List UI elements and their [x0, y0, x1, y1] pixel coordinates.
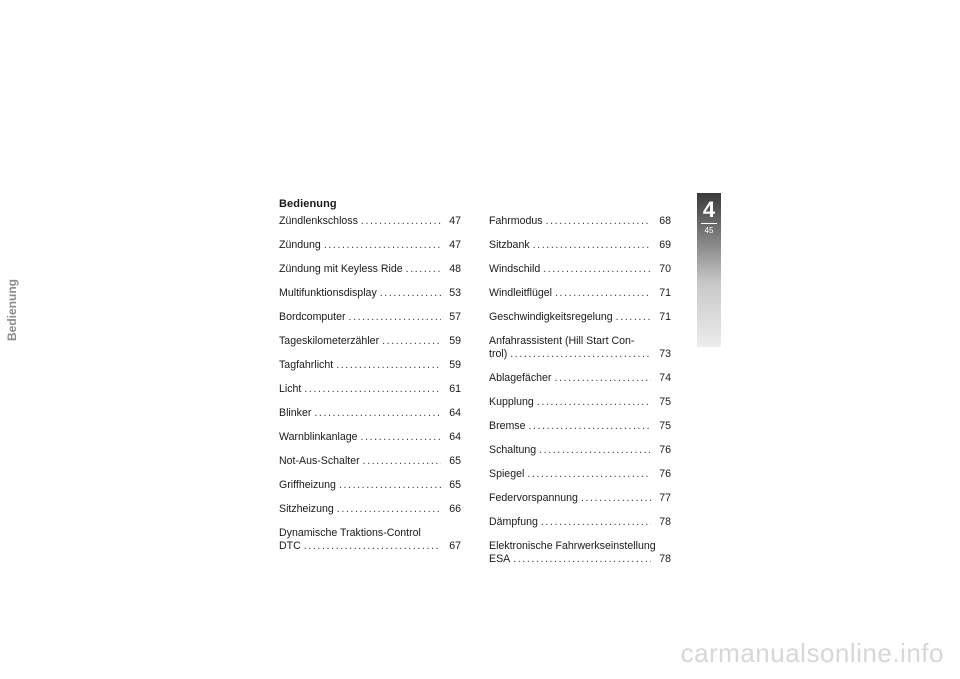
toc-page-number: 70 [659, 263, 671, 275]
toc-page-number: 75 [659, 420, 671, 432]
toc-entry-title: Not-Aus-Schalter [279, 455, 360, 467]
toc-entry-line [489, 215, 671, 228]
toc-entry-line [279, 215, 461, 228]
toc-leader-dots [380, 287, 441, 300]
toc-page-number: 48 [449, 263, 461, 275]
toc-entry-title: DTC [279, 540, 301, 552]
toc-entry-line [489, 263, 671, 276]
toc-entry-line [489, 492, 671, 505]
toc-page-number: 47 [449, 239, 461, 251]
toc-entry[interactable] [489, 335, 671, 361]
toc-entry-line-wrap [279, 527, 461, 540]
toc-page-number: 64 [449, 407, 461, 419]
toc-leader-dots [543, 263, 651, 276]
toc-entry-title: Tagfahrlicht [279, 359, 334, 371]
toc-entry-title: trol) [489, 348, 508, 360]
toc-entry-title: Windschild [489, 263, 541, 275]
toc-entry-title: Bremse [489, 420, 526, 432]
toc-page-number: 73 [659, 348, 671, 360]
toc-page-number: 74 [659, 372, 671, 384]
toc-entry-title: Sitzheizung [279, 503, 334, 515]
toc-entry[interactable] [489, 540, 671, 566]
chapter-divider [701, 223, 717, 224]
toc-entry-title: Tageskilometerzähler [279, 335, 380, 347]
toc-entry-line-wrap [489, 540, 671, 553]
toc-entry-line [279, 287, 461, 300]
toc-entry-title: Warnblinkanlage [279, 431, 358, 443]
chapter-label: Bedienung [5, 279, 19, 341]
chapter-number: 4 [702, 197, 716, 222]
toc-entry-title: Elektronische Fahrwerkseinstellung [489, 540, 656, 552]
toc-leader-dots [555, 287, 651, 300]
toc-entry-line [279, 383, 461, 396]
section-title: Bedienung [279, 198, 337, 210]
toc-leader-dots [363, 455, 441, 468]
toc-page-number: 64 [449, 431, 461, 443]
toc-column-right [489, 215, 671, 577]
toc-entry-line [489, 239, 671, 252]
toc-page-number: 66 [449, 503, 461, 515]
toc-entry-line [279, 335, 461, 348]
toc-leader-dots [337, 503, 441, 516]
toc-entry[interactable] [489, 287, 671, 300]
toc-entry-line [279, 407, 461, 420]
toc-entry-line [489, 396, 671, 409]
toc-leader-dots [537, 396, 651, 409]
toc-entry[interactable] [489, 444, 671, 457]
toc-entry-line [489, 553, 671, 566]
toc-entry-title: Ablagefächer [489, 372, 552, 384]
toc-leader-dots [554, 372, 651, 385]
toc-entry-line [489, 348, 671, 361]
toc-entry-title: Multifunktionsdisplay [279, 287, 377, 299]
toc-page-number: 69 [659, 239, 671, 251]
toc-entry[interactable] [489, 372, 671, 385]
chapter-tab [697, 193, 721, 347]
toc-entry-title: Kupplung [489, 396, 534, 408]
toc-leader-dots [581, 492, 651, 505]
toc-entry[interactable] [279, 527, 461, 553]
toc-entry[interactable] [279, 335, 461, 348]
toc-entry[interactable] [279, 455, 461, 468]
toc-page-number: 61 [449, 383, 461, 395]
toc-entry[interactable] [279, 239, 461, 252]
toc-leader-dots [336, 359, 441, 372]
toc-page-number: 71 [659, 311, 671, 323]
toc-leader-dots [513, 553, 651, 566]
toc-leader-dots [361, 431, 441, 444]
toc-entry-title: Anfahrassistent (Hill Start Con- [489, 335, 635, 347]
toc-entry-line [489, 287, 671, 300]
toc-entry-line [279, 479, 461, 492]
toc-page-number: 57 [449, 311, 461, 323]
toc-entry-title: Dämpfung [489, 516, 538, 528]
toc-entry-line-wrap [489, 335, 671, 348]
toc-leader-dots [324, 239, 441, 252]
toc-entry-line [279, 359, 461, 372]
toc-entry[interactable] [489, 492, 671, 505]
toc-entry-line [489, 516, 671, 529]
toc-entry-title: Federvorspannung [489, 492, 578, 504]
toc-page-number: 75 [659, 396, 671, 408]
toc-leader-dots [304, 540, 441, 553]
page-number: 45 [704, 226, 714, 235]
toc-leader-dots [527, 468, 651, 481]
toc-entry-title: Windleitflügel [489, 287, 553, 299]
toc-entry-title: Blinker [279, 407, 312, 419]
toc-entry[interactable] [279, 407, 461, 420]
toc-entry-line [489, 372, 671, 385]
toc-entry[interactable] [489, 420, 671, 433]
toc-entry-line [279, 540, 461, 553]
toc-page-number: 59 [449, 335, 461, 347]
toc-leader-dots [349, 311, 441, 324]
toc-entry-title: Geschwindigkeitsregelung [489, 311, 613, 323]
toc-entry[interactable] [279, 263, 461, 276]
toc-entry[interactable] [279, 431, 461, 444]
toc-entry-title: Fahrmodus [489, 215, 543, 227]
toc-page-number: 65 [449, 479, 461, 491]
toc-leader-dots [304, 383, 441, 396]
toc-entry-title: Zündung mit Keyless Ride [279, 263, 403, 275]
toc-entry[interactable] [489, 239, 671, 252]
toc-entry[interactable] [489, 396, 671, 409]
toc-column-left [279, 215, 461, 564]
toc-page-number: 53 [449, 287, 461, 299]
toc-entry[interactable] [489, 263, 671, 276]
toc-leader-dots [382, 335, 441, 348]
toc-page-number: 78 [659, 516, 671, 528]
toc-entry-line [279, 263, 461, 276]
toc-page-number: 68 [659, 215, 671, 227]
toc-entry-title: Zündlenkschloss [279, 215, 358, 227]
toc-entry[interactable] [279, 215, 461, 228]
toc-leader-dots [339, 479, 441, 492]
toc-entry-title: Dynamische Traktions-Control [279, 527, 421, 539]
toc-entry[interactable] [489, 215, 671, 228]
toc-entry-line [489, 444, 671, 457]
toc-entry-line [279, 503, 461, 516]
toc-page-number: 47 [449, 215, 461, 227]
toc-leader-dots [314, 407, 441, 420]
toc-entry-title: Sitzbank [489, 239, 530, 251]
toc-page-number: 78 [659, 553, 671, 565]
toc-entry-title: Zündung [279, 239, 321, 251]
toc-leader-dots [533, 239, 651, 252]
toc-page-number: 76 [659, 468, 671, 480]
toc-page-number: 77 [659, 492, 671, 504]
toc-entry-line [279, 311, 461, 324]
toc-page-number: 67 [449, 540, 461, 552]
toc-entry[interactable] [279, 479, 461, 492]
toc-entry[interactable] [279, 503, 461, 516]
toc-page-number: 59 [449, 359, 461, 371]
toc-entry-line [489, 420, 671, 433]
toc-entry-line [279, 455, 461, 468]
toc-entry-line [279, 239, 461, 252]
toc-entry-title: Licht [279, 383, 302, 395]
toc-entry[interactable] [279, 359, 461, 372]
toc-leader-dots [361, 215, 441, 228]
toc-page-number: 71 [659, 287, 671, 299]
watermark: carmanualsonline.info [680, 638, 944, 668]
toc-page-number: 65 [449, 455, 461, 467]
toc-leader-dots [616, 311, 651, 324]
toc-entry-title: Schaltung [489, 444, 537, 456]
toc-entry-title: Bordcomputer [279, 311, 346, 323]
toc-page-number: 76 [659, 444, 671, 456]
toc-entry[interactable] [489, 468, 671, 481]
toc-entry-title: Griffheizung [279, 479, 336, 491]
toc-entry[interactable] [489, 311, 671, 324]
toc-entry-line [279, 431, 461, 444]
toc-entry-line [489, 311, 671, 324]
toc-leader-dots [541, 516, 651, 529]
toc-leader-dots [539, 444, 651, 457]
toc-entry[interactable] [279, 311, 461, 324]
toc-leader-dots [406, 263, 441, 276]
toc-entry[interactable] [279, 287, 461, 300]
toc-leader-dots [546, 215, 651, 228]
toc-entry-title: Spiegel [489, 468, 525, 480]
toc-leader-dots [529, 420, 652, 433]
toc-entry-title: ESA [489, 553, 511, 565]
toc-leader-dots [510, 348, 651, 361]
toc-entry[interactable] [279, 383, 461, 396]
toc-entry-line [489, 468, 671, 481]
toc-entry[interactable] [489, 516, 671, 529]
